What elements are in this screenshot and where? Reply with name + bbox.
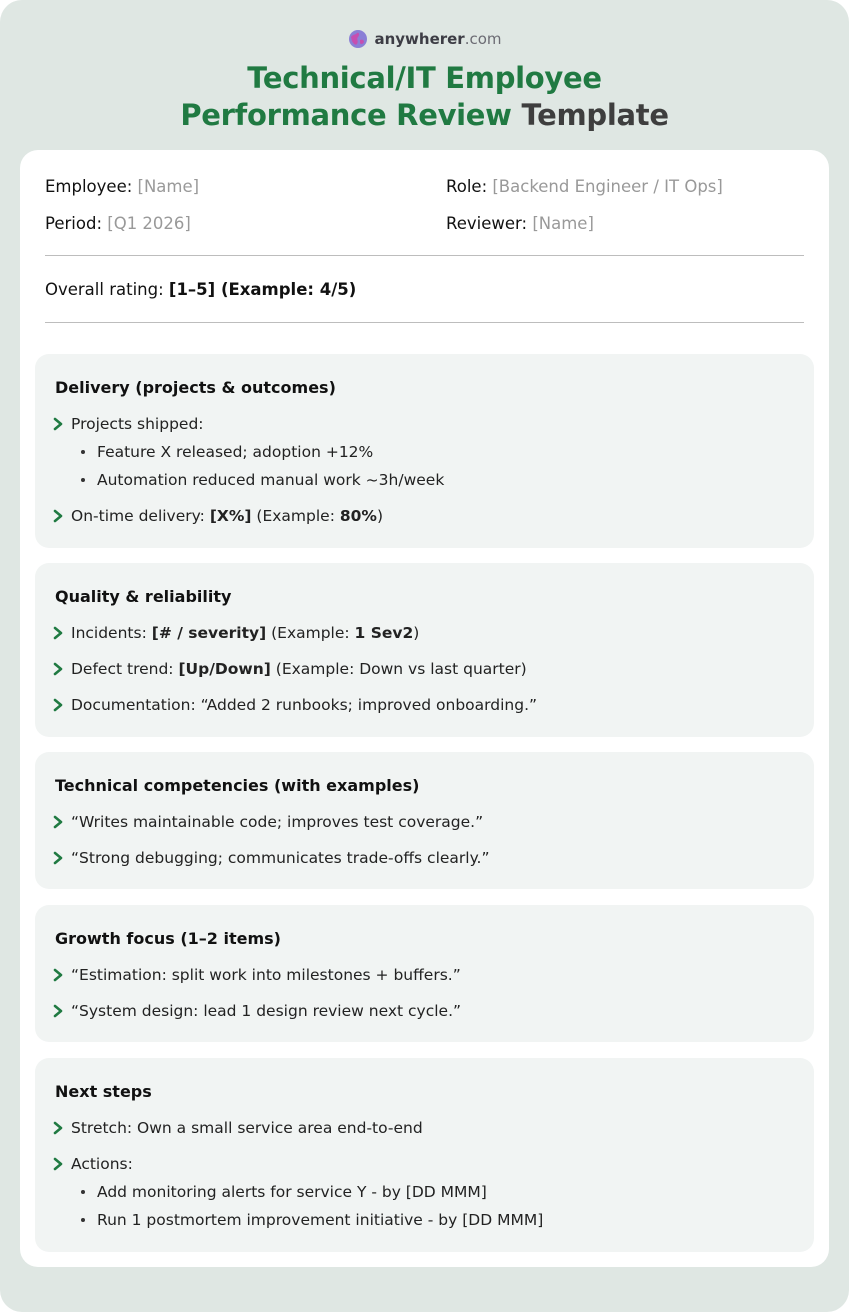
list-item xyxy=(51,813,483,831)
period-value: [Q1 2026] xyxy=(107,214,191,233)
section-title: Growth focus (1–2 items) xyxy=(55,929,281,948)
role-value: [Backend Engineer / IT Ops] xyxy=(492,177,723,196)
brand-domain: .com xyxy=(464,30,502,48)
employee-value: [Name] xyxy=(137,177,200,196)
review-card xyxy=(20,150,829,1267)
chevron-right-icon xyxy=(51,417,65,431)
sub-list-item xyxy=(81,1211,543,1229)
brand-header xyxy=(0,28,849,50)
list-item-text: Documentation: “Added 2 runbooks; improved onboarding.” xyxy=(71,696,538,714)
title-line-2 xyxy=(0,97,849,134)
divider xyxy=(45,322,804,323)
list-item xyxy=(51,624,419,642)
role-label: Role xyxy=(446,177,482,196)
overall-rating: Overall rating: [1–5] (Example: 4/5) xyxy=(45,280,357,299)
brand-name: anywherer xyxy=(374,30,465,48)
title-line-2-dark: Template xyxy=(521,98,669,132)
sub-list-item xyxy=(81,1183,487,1201)
sub-item-text: Run 1 postmortem improvement initiative - by [DD MMM] xyxy=(97,1211,544,1229)
list-item xyxy=(51,966,461,984)
section-title: Delivery (projects & outcomes) xyxy=(55,378,336,397)
chevron-right-icon xyxy=(51,1121,65,1135)
role-field: Role: [Backend Engineer / IT Ops] xyxy=(446,177,723,196)
section-title: Quality & reliability xyxy=(55,587,232,606)
list-item xyxy=(51,1002,461,1020)
chevron-right-icon xyxy=(51,1004,65,1018)
list-item-text: “System design: lead 1 design review next cycle.” xyxy=(71,1002,462,1020)
section-title: Technical competencies (with examples) xyxy=(55,776,420,795)
list-item-text: Defect trend: [Up/Down] (Example: Down vs last quarter) xyxy=(71,660,527,678)
section-competencies xyxy=(35,752,814,889)
reviewer-value: [Name] xyxy=(532,214,594,233)
chevron-right-icon xyxy=(51,698,65,712)
period-label: Period xyxy=(45,214,97,233)
sub-item-text: Automation reduced manual work ~3h/week xyxy=(97,471,445,489)
chevron-right-icon xyxy=(51,626,65,640)
list-item xyxy=(51,696,537,714)
employee-label: Employee xyxy=(45,177,127,196)
sub-list-item xyxy=(81,471,444,489)
list-item xyxy=(51,849,490,867)
list-item xyxy=(51,1119,423,1137)
list-item-text: “Writes maintainable code; improves test coverage.” xyxy=(71,813,484,831)
chevron-right-icon xyxy=(51,851,65,865)
chevron-right-icon xyxy=(51,815,65,829)
list-item-text: Stretch: Own a small service area end-to-end xyxy=(71,1119,423,1137)
list-item-text: “Strong debugging; communicates trade-offs clearly.” xyxy=(71,849,490,867)
rating-value: [1–5] (Example: 4/5) xyxy=(168,280,357,299)
section-title: Next steps xyxy=(55,1082,152,1101)
list-item-text: On-time delivery: [X%] (Example: 80%) xyxy=(71,507,384,525)
reviewer-field: Reviewer: [Name] xyxy=(446,214,594,233)
employee-field: Employee: [Name] xyxy=(45,177,200,196)
divider xyxy=(45,255,804,256)
sub-list-item xyxy=(81,443,373,461)
section-delivery xyxy=(35,354,814,548)
sub-item-text: Add monitoring alerts for service Y - by [DD MMM] xyxy=(97,1183,487,1201)
title-line-2-green: Performance Review xyxy=(180,98,512,132)
section-quality xyxy=(35,563,814,737)
rating-label: Overall rating xyxy=(45,280,159,299)
list-item xyxy=(51,415,204,433)
period-field: Period: [Q1 2026] xyxy=(45,214,191,233)
chevron-right-icon xyxy=(51,509,65,523)
page-title xyxy=(0,60,849,134)
chevron-right-icon xyxy=(51,662,65,676)
list-item xyxy=(51,660,527,678)
title-line-1: Technical/IT Employee xyxy=(247,61,602,95)
list-item-text: Actions: xyxy=(71,1155,133,1173)
section-growth xyxy=(35,905,814,1042)
sub-item-text: Feature X released; adoption +12% xyxy=(97,443,374,461)
list-item-text: Projects shipped: xyxy=(71,415,204,433)
section-next-steps xyxy=(35,1058,814,1252)
chevron-right-icon xyxy=(51,968,65,982)
list-item-text: Incidents: [# / severity] (Example: 1 Sev2) xyxy=(71,624,420,642)
chevron-right-icon xyxy=(51,1157,65,1171)
list-item-text: “Estimation: split work into milestones + buffers.” xyxy=(71,966,461,984)
list-item xyxy=(51,1155,133,1173)
reviewer-label: Reviewer xyxy=(446,214,522,233)
globe-logo-icon xyxy=(347,28,369,50)
list-item xyxy=(51,507,383,525)
